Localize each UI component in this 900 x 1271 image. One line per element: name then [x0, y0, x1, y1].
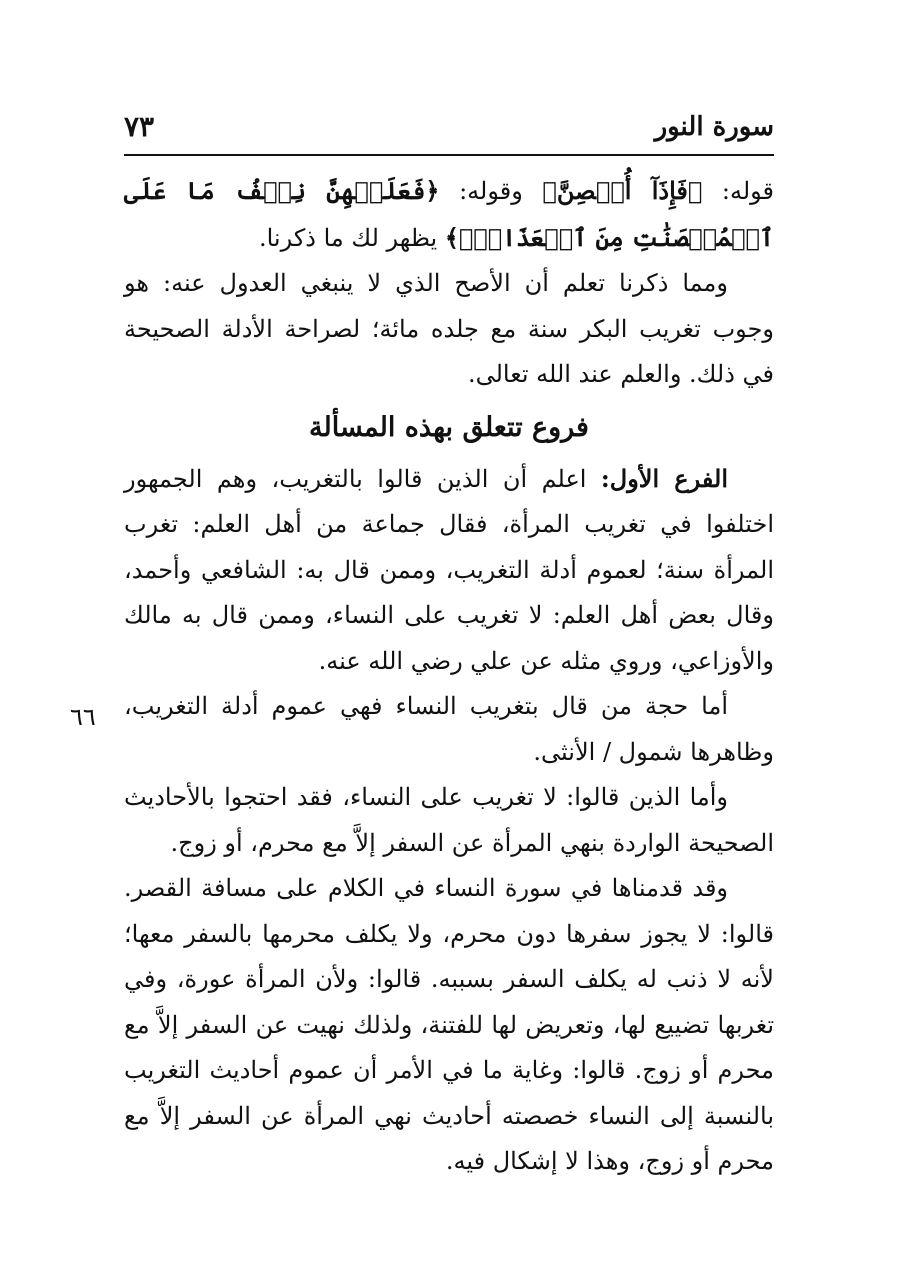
branch-label: الفرع الأول: [600, 463, 728, 493]
header-divider [124, 154, 774, 156]
surah-title: سورة النور [654, 112, 774, 142]
verse-middle-text: وقوله: [439, 177, 543, 205]
verse-open-bracket: ﴿ [425, 176, 440, 205]
verse-open-bracket: ﴿ [687, 176, 703, 205]
page-number: ٧٣ [124, 110, 155, 143]
paragraph-first-branch [124, 456, 774, 685]
paragraph-argument-against: وأما الذين قالوا: لا تغريب على النساء، فقد احتجوا بالأحاديث الصحيحة الواردة بنهي المرأة عن السفر إلاَّ مع محرم، أو زوج. [124, 783, 774, 857]
branch-text: اعلم أن الذين قالوا بالتغريب، وهم الجمهور اختلفوا في تغريب المرأة، فقال جماعة من أهل العلم: تغرب المرأة سنة؛ لعموم أدلة التغريب، وممن قال به: الشافعي وأحمد، وقال بعض أهل العلم: لا تغريب على النساء، وممن قال به مالك والأوزاعي، وروي مثله عن علي رضي الله عنه. [124, 464, 774, 675]
paragraph-travel-evidence: وقد قدمناها في سورة النساء في الكلام على مسافة القصر. قالوا: لا يجوز سفرها دون محرم، ولا يكلف محرمها بالسفر معها؛ لأنه لا ذنب له يكلف السفر بسببه. قالوا: ولأن المرأة عورة، وفي تغربها تضييع لها، وتعريض لها للفتنة، ولذلك نهيت عن السفر إلاَّ مع محرم أو زوج. قالوا: وغاية ما في الأمر أن عموم أحاديث التغريب بالنسبة إلى النساء خصصته أحاديث نهي المرأة عن السفر إلاَّ مع محرم أو زوج، وهذا لا إشكال فيه. [124, 874, 774, 1175]
section-heading: فروع تتعلق بهذه المسألة [309, 411, 589, 443]
quran-verse-2: فَعَلَيۡهِنَّ نِصۡفُ مَا عَلَى ٱلۡمُحۡصَنَٰتِ مِنَ ٱلۡعَذَابِۚ [124, 176, 774, 252]
verse-close-bracket: ﴾ [444, 222, 459, 252]
paragraph-verses [124, 168, 774, 261]
margin-page-reference: ٦٦ [70, 703, 96, 731]
page-body [124, 168, 774, 1185]
page-header [124, 108, 774, 156]
quran-verse-1: فَإِذَآ أُحۡصِنَّ [556, 176, 688, 205]
paragraph-conclusion: ومما ذكرنا تعلم أن الأصح الذي لا ينبغي العدول عنه: هو وجوب تغريب البكر سنة مع جلده مائة؛ لصراحة الأدلة الصحيحة في ذلك. والعلم عند الله تعالى. [124, 269, 774, 388]
verse-end-text: يظهر لك ما ذكرنا. [258, 223, 445, 252]
verse-intro-text: قوله: [702, 177, 775, 205]
paragraph-argument-for: أما حجة من قال بتغريب النساء فهي عموم أدلة التغريب، وظاهرها شمول / الأنثى. [124, 692, 774, 766]
verse-close-bracket: ﴾ [542, 176, 557, 205]
